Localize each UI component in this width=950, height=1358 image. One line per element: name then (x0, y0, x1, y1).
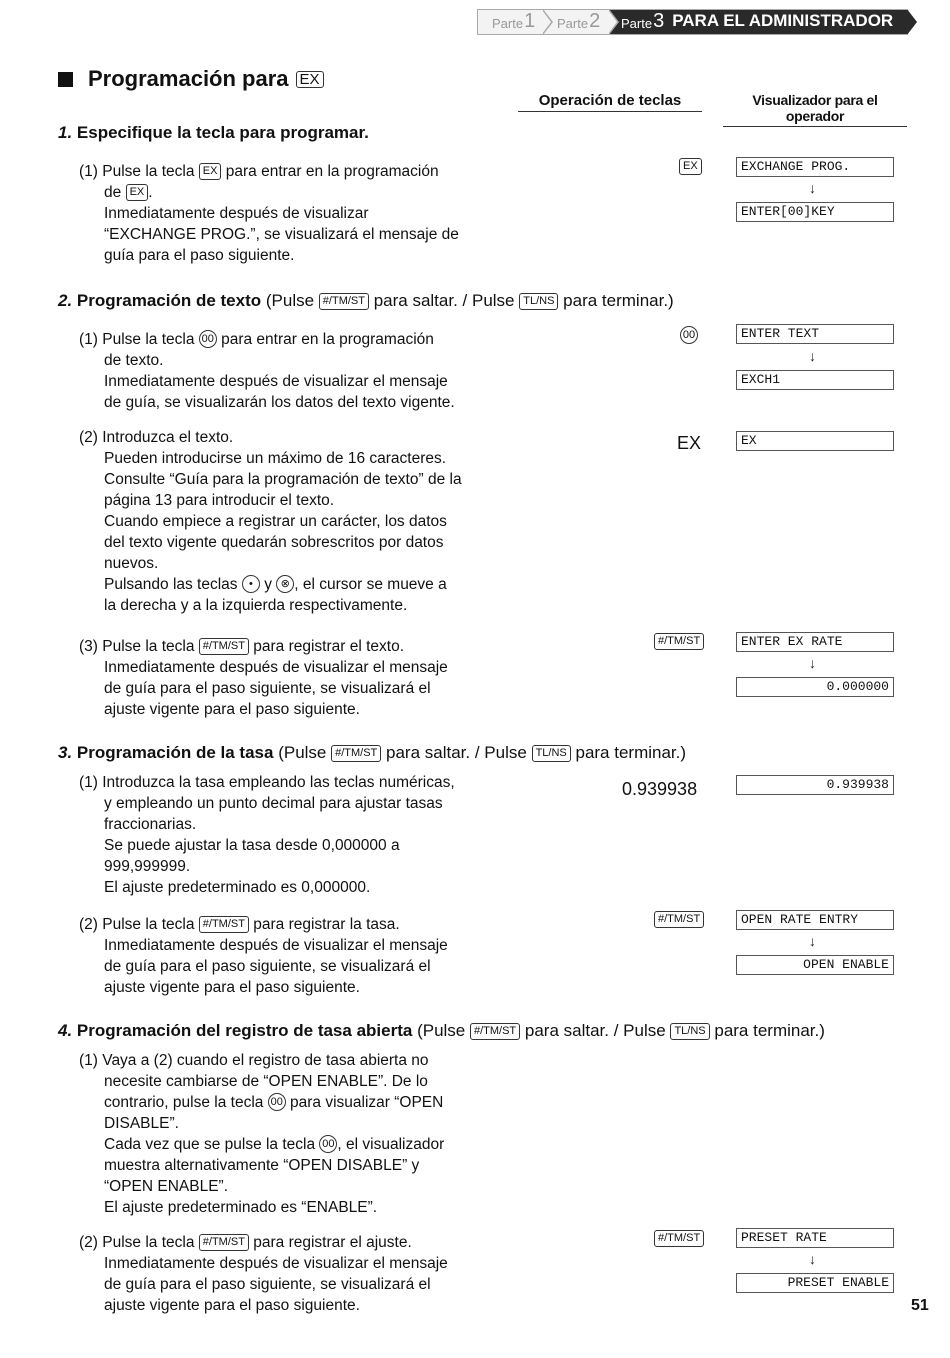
zero-key-icon: 00 (319, 1135, 337, 1153)
tmst-key-icon: #/TM/ST (319, 293, 369, 310)
down-arrow-icon: ↓ (809, 933, 816, 949)
display-step4-1: PRESET RATE (736, 1228, 894, 1248)
step3-para1: (1) Introduzca la tasa empleando las teclas numéricas, y empleando un punto decimal para ajustar tasas fraccionarias. Se puede ajustar la tasa desde 0,000000 a 999,999999. El ajuste predeterminado es 0,000000. (79, 774, 455, 896)
step4-heading: 4. Programación del registro de tasa abierta (Pulse #/TM/ST para saltar. / Pulse TL/NS para terminar.) (58, 1021, 825, 1040)
op-text-ex: EX (677, 433, 702, 453)
display-step2-1: ENTER TEXT (736, 324, 894, 344)
display-step3-2: OPEN RATE ENTRY (736, 910, 894, 930)
down-arrow-icon: ↓ (809, 1251, 816, 1267)
op-tmst-key-icon: #/TM/ST (654, 911, 704, 928)
step2-heading: 2. Programación de texto (Pulse #/TM/ST para saltar. / Pulse TL/NS para terminar.) (58, 291, 674, 310)
step2-para3: (3) Pulse la tecla #/TM/ST para registrar el texto. Inmediatamente después de visualizar el mensaje de guía para el paso siguiente, se visualizará el ajuste vigente para el paso siguiente. (79, 638, 448, 718)
tmst-key-icon: #/TM/ST (199, 638, 249, 655)
tmst-key-icon: #/TM/ST (331, 745, 381, 762)
tab-part3-word: Parte (621, 16, 653, 31)
tlns-key-icon: TL/NS (532, 745, 571, 762)
ex-key-icon: EX (199, 163, 222, 180)
display-step2-5: 0.000000 (736, 677, 894, 697)
tab-part2-num: 2 (589, 10, 601, 32)
tab-part1-word: Parte (492, 16, 524, 31)
tlns-key-icon: TL/NS (670, 1023, 709, 1040)
step4-para2: (2) Pulse la tecla #/TM/ST para registrar el ajuste. Inmediatamente después de visualizar el mensaje de guía para el paso siguiente, se visualizará el ajuste vigente para el paso siguiente. (79, 1234, 448, 1314)
zero-key-icon: 00 (199, 330, 217, 348)
tmst-key-icon: #/TM/ST (470, 1023, 520, 1040)
step1-heading (58, 123, 369, 143)
step1-num: 1. (58, 123, 73, 142)
op-ex-key-icon: EX (679, 158, 702, 175)
step4-num: 4. (58, 1021, 73, 1040)
zero-key-icon: 00 (268, 1093, 286, 1111)
tab-part3-num: 3 (653, 10, 665, 32)
page-title-text: Programación para (88, 66, 289, 91)
page-number: 51 (911, 1297, 929, 1314)
step2-para2: (2) Introduzca el texto. Pueden introducirse un máximo de 16 caracteres. Consulte “Guía para la programación de texto” de la página 13 para introducir el texto. Cuando empiece a registrar un carácter, los datos del texto vigente quedarán sobrescritos por datos nuevos. Pulsando las teclas • y ⊗ , el cursor se mueve a la derecha y a la izquierda respectivamente. (79, 429, 462, 614)
step3-heading: 3. Programación de la tasa (Pulse #/TM/ST para saltar. / Pulse TL/NS para terminar.) (58, 743, 687, 762)
op-tmst-key-icon: #/TM/ST (654, 1230, 704, 1247)
tab-part2-word: Parte (557, 16, 589, 31)
step3-para2: (2) Pulse la tecla #/TM/ST para registrar la tasa. Inmediatamente después de visualizar el mensaje de guía para el paso siguiente, se visualizará el ajuste vigente para el paso siguiente. (79, 916, 448, 996)
display-step4-2: PRESET ENABLE (736, 1273, 894, 1293)
part-tabs (477, 9, 907, 35)
tab-part3 (609, 9, 907, 35)
display-step2-2: EXCH1 (736, 370, 894, 390)
step2-num: 2. (58, 291, 73, 310)
display-step3-1: 0.939938 (736, 775, 894, 795)
column-header-operation: Operación de teclas (518, 92, 702, 112)
display-step1-1: EXCHANGE PROG. (736, 157, 894, 177)
down-arrow-icon: ↓ (809, 180, 816, 196)
tab-part1-num: 1 (524, 10, 536, 32)
step2-title: Programación de texto (76, 291, 262, 310)
op-tmst-key-icon: #/TM/ST (654, 633, 704, 650)
column-header-display: Visualizador para el operador (723, 92, 907, 127)
cross-key-icon: ⊗ (276, 575, 294, 593)
step1-para1: (1) Pulse la tecla EX para entrar en la programación de EX . Inmediatamente después de visualizar “EXCHANGE PROG.”, se visualizará el mensaje de guía para el paso siguiente. (79, 163, 459, 264)
tlns-key-icon: TL/NS (519, 293, 558, 310)
tab-part1 (477, 9, 543, 35)
display-step2-4: ENTER EX RATE (736, 632, 894, 652)
tmst-key-icon: #/TM/ST (199, 916, 249, 933)
step4-para1: (1) Vaya a (2) cuando el registro de tasa abierta no necesite cambiarse de “OPEN ENABLE”. De lo contrario, pulse la tecla 00 para visualizar “OPEN DISABLE”. Cada vez que se pulse la tecla 00 , el visualizador muestra alternativamente “OPEN DISABLE” y “OPEN ENABLE”. El ajuste predeterminado es “ENABLE”. (79, 1052, 445, 1216)
square-bullet-icon (58, 72, 73, 87)
step2-para1: (1) Pulse la tecla 00 para entrar en la programación de texto. Inmediatamente después de visualizar el mensaje de guía, se visualizarán los datos del texto vigente. (79, 331, 455, 411)
tmst-key-icon: #/TM/ST (199, 1234, 249, 1251)
page-title (58, 66, 324, 92)
ex-key-icon: EX (126, 184, 149, 201)
step1-title: Especifique la tecla para programar. (76, 123, 369, 142)
step3-title: Programación de la tasa (76, 743, 274, 762)
down-arrow-icon: ↓ (809, 348, 816, 364)
dot-key-icon: • (242, 575, 260, 593)
step3-num: 3. (58, 743, 73, 762)
tab-part3-title: PARA EL ADMINISTRADOR (672, 11, 894, 30)
step4-title: Programación del registro de tasa abierta (76, 1021, 413, 1040)
display-step2-3: EX (736, 431, 894, 451)
display-step3-3: OPEN ENABLE (736, 955, 894, 975)
op-zero-key-icon: 00 (680, 326, 698, 344)
display-step1-2: ENTER[00]KEY (736, 202, 894, 222)
op-text-rate: 0.939938 (622, 779, 698, 799)
ex-key-icon: EX (296, 71, 324, 88)
down-arrow-icon: ↓ (809, 655, 816, 671)
